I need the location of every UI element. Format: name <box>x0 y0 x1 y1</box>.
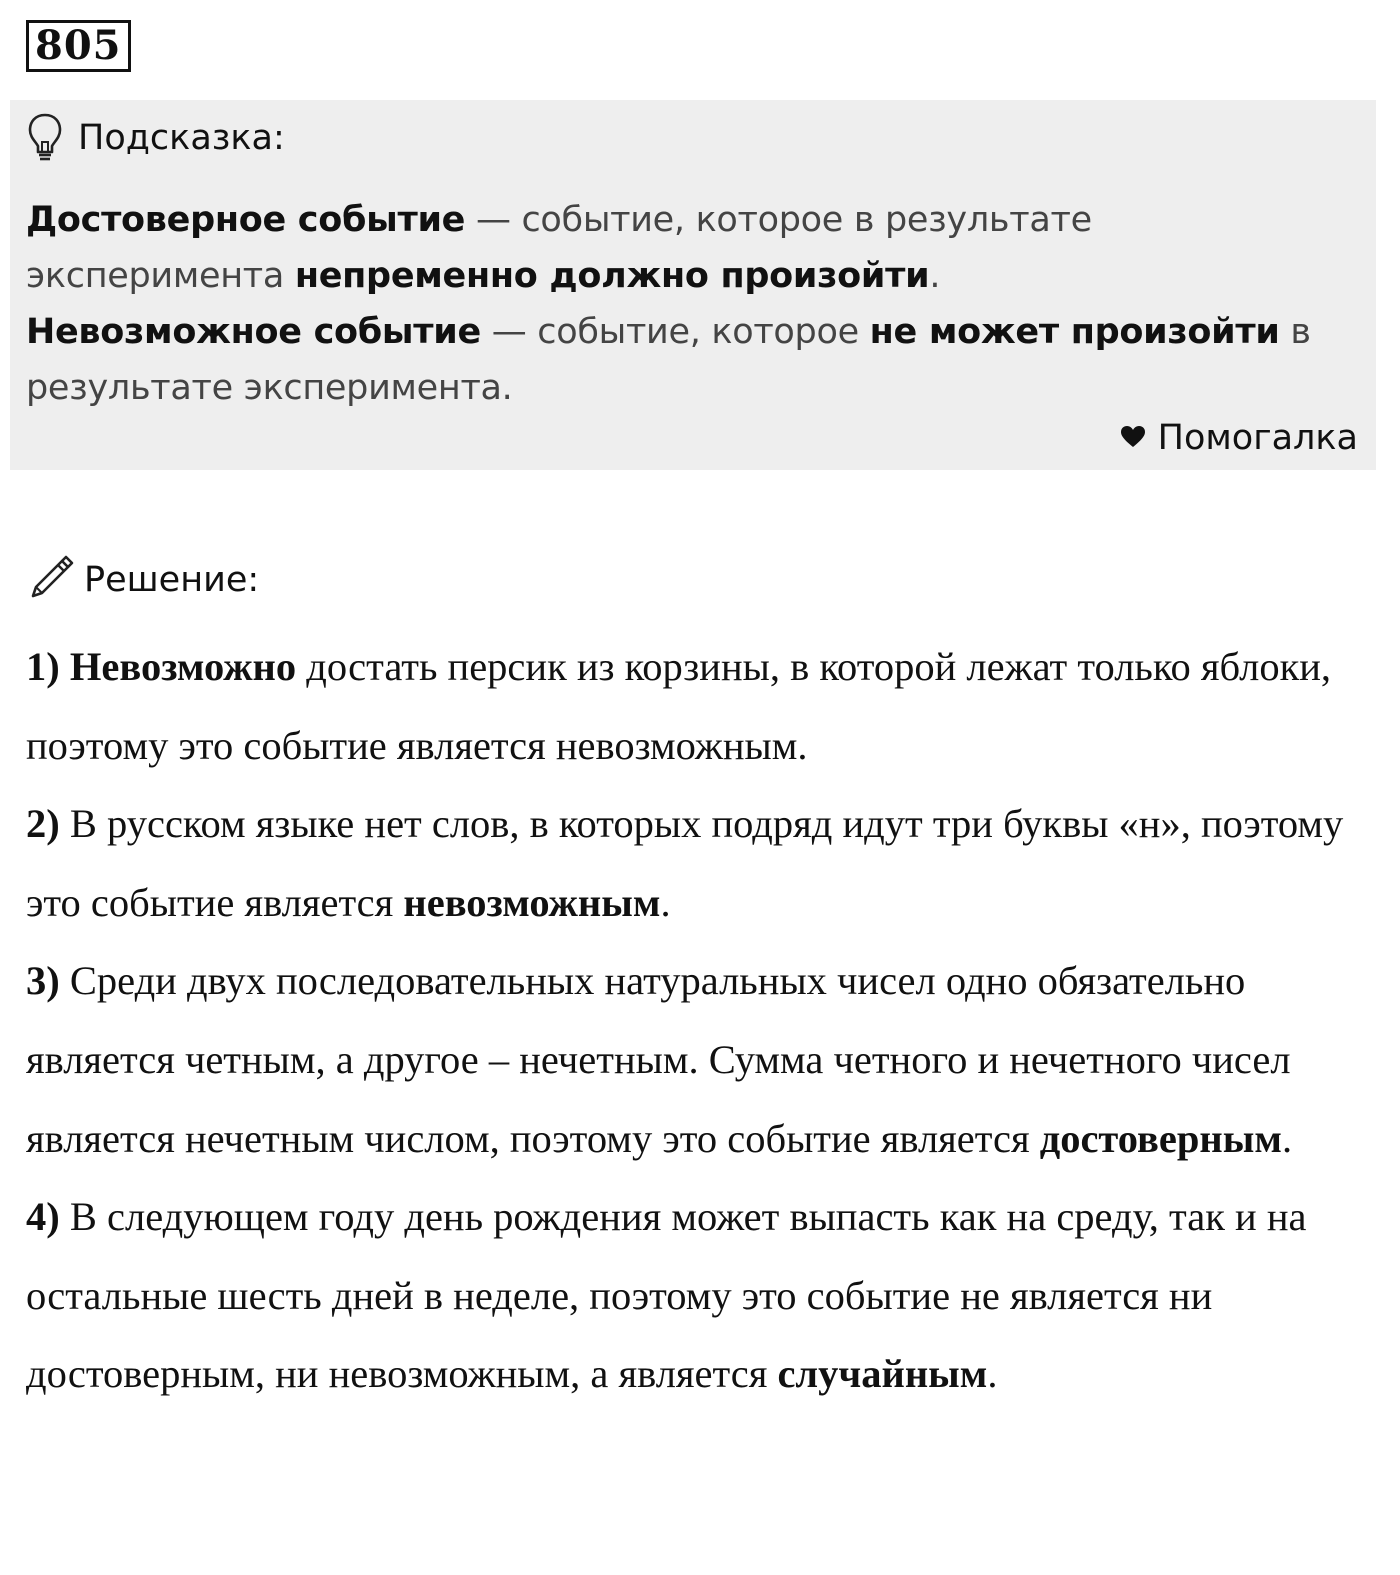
task-number: 805 <box>26 20 131 72</box>
item-emphasis: случайным <box>777 1351 988 1397</box>
lightbulb-icon <box>26 112 64 164</box>
item-number: 2) <box>26 801 60 847</box>
hint-box <box>10 100 1376 470</box>
item-end: . <box>1281 1115 1293 1161</box>
item-emphasis: невозможным <box>403 879 661 925</box>
solution-item-2 <box>26 785 1376 942</box>
item-emphasis: Невозможно <box>69 644 297 689</box>
item-text: достать персик из корзины, в которой лежат только яблоки, поэтому это событие является невозможным. <box>26 644 1332 768</box>
hint-definitions <box>26 192 1356 416</box>
item-number: 3) <box>26 958 60 1004</box>
brand-label <box>1120 418 1358 458</box>
definition-emphasis: не может произойти <box>869 312 1280 352</box>
definition-certain-event <box>26 192 1356 304</box>
item-text: В следующем году день рождения может выпасть как на среду, так и на остальные шесть дней в неделе, поэтому это событие не является ни достоверным, ни невозможным, а является <box>26 1194 1307 1397</box>
solution-item-4 <box>26 1178 1376 1414</box>
hint-title: Подсказка: <box>78 118 285 158</box>
item-text: Среди двух последовательных натуральных чисел одно обязательно является четным, а другое – нечетным. Сумма четного и нечетного чисел является нечетным числом, поэтому это событие является <box>26 958 1291 1161</box>
item-number: 4) <box>26 1194 60 1240</box>
definition-end: . <box>929 256 941 296</box>
pencil-icon <box>28 551 84 610</box>
definition-emphasis: непременно должно произойти <box>294 256 930 296</box>
definition-impossible-event <box>26 304 1356 416</box>
solution-item-1 <box>26 628 1376 785</box>
solution-title: Решение: <box>84 560 260 600</box>
item-end: . <box>987 1351 998 1397</box>
definition-text: — событие, которое <box>480 312 870 352</box>
item-emphasis: достоверным <box>1039 1115 1282 1161</box>
item-end: . <box>660 879 671 925</box>
definition-term: Достоверное событие <box>26 200 466 240</box>
hint-header <box>26 110 285 166</box>
item-number: 1) <box>26 644 60 689</box>
definition-text: — событие, которое в результате эксперимента <box>26 200 1092 296</box>
solution-item-3 <box>26 942 1376 1178</box>
brand-name: Помогалка <box>1157 418 1358 458</box>
definition-end: в результате эксперимента. <box>26 312 1311 408</box>
item-text: В русском языке нет слов, в которых подряд идут три буквы «н», поэтому это событие является <box>26 801 1344 925</box>
solution-header <box>28 552 259 608</box>
heart-icon <box>1120 418 1158 458</box>
definition-term: Невозможное событие <box>26 312 481 352</box>
solution-body <box>26 628 1376 1414</box>
